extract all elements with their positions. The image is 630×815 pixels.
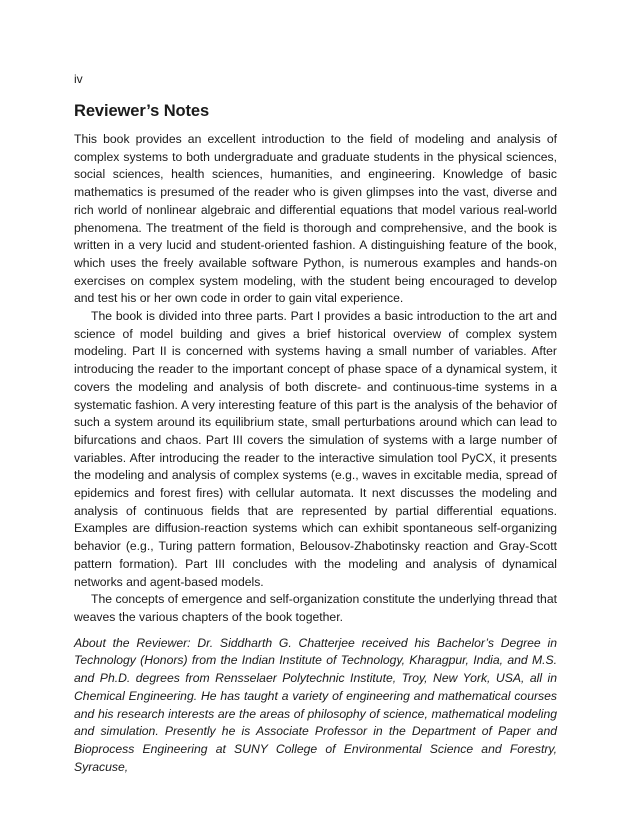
- page-number: iv: [74, 72, 83, 86]
- section-heading: Reviewer’s Notes: [74, 102, 210, 120]
- paragraph-intro: This book provides an excellent introduction to the field of modeling and analysis of complex systems to both undergraduate and graduate students in the physical sciences, social sciences, health sciences, humanities, and engineering. Knowledge of basic mathematics is presumed of the reader who is given glimpses into the vast, diverse and rich world of nonlinear algebraic and differential equations that model various real-world phenomena. The treatment of the field is thorough and comprehensive, and the book is written in a very lucid and student-oriented fashion. A distinguishing feature of the book, which uses the freely available software Python, is numerous examples and hands-on exercises on complex system modeling, with the student being encouraged to develop and test his or her own code in order to gain vital experience.: [74, 132, 557, 306]
- paragraph-emergence: The concepts of emergence and self-organization constitute the underlying thread that weaves the various chapters of the book together.: [74, 592, 557, 624]
- section-body: [74, 131, 557, 776]
- about-reviewer: About the Reviewer: Dr. Siddharth G. Chatterjee received his Bachelor’s Degree in Technology (Honors) from the Indian Institute of Technology, Kharagpur, India, and M.S. and Ph.D. degrees from Rensselaer Polytechnic Institute, Troy, New York, USA, all in Chemical Engineering. He has taught a variety of engineering and mathematical courses and his research interests are the areas of philosophy of science, mathematical modeling and simulation. Presently he is Associate Professor in the Department of Paper and Bioprocess Engineering at SUNY College of Environmental Science and Forestry, Syracuse,: [74, 635, 557, 774]
- paragraph-parts-overview: The book is divided into three parts. Part I provides a basic introduction to the art and science of model building and gives a brief historical overview of complex system modeling. Part II is concerned with systems having a small number of variables. After introducing the reader to the important concept of phase space of a dynamical system, it covers the modeling and analysis of both discrete- and continuous-time systems in a systematic fashion. A very interesting feature of this part is the analysis of the behavior of such a system around its equilibrium state, small perturbations around which can lead to bifurcations and chaos. Part III covers the simulation of systems with a large number of variables. After introducing the reader to the interactive simulation tool PyCX, it presents the modeling and analysis of complex systems (e.g., waves in excitable media, spread of epidemics and forest fires) with cellular automata. It next discusses the modeling and analysis of continuous fields that are represented by partial differential equations. Examples are diffusion-reaction systems which can exhibit spontaneous self-organizing behavior (e.g., Turing pattern formation, Belousov-Zhabotinsky reaction and Gray-Scott pattern formation). Part III concludes with the modeling and analysis of dynamical networks and agent-based models.: [74, 309, 557, 589]
